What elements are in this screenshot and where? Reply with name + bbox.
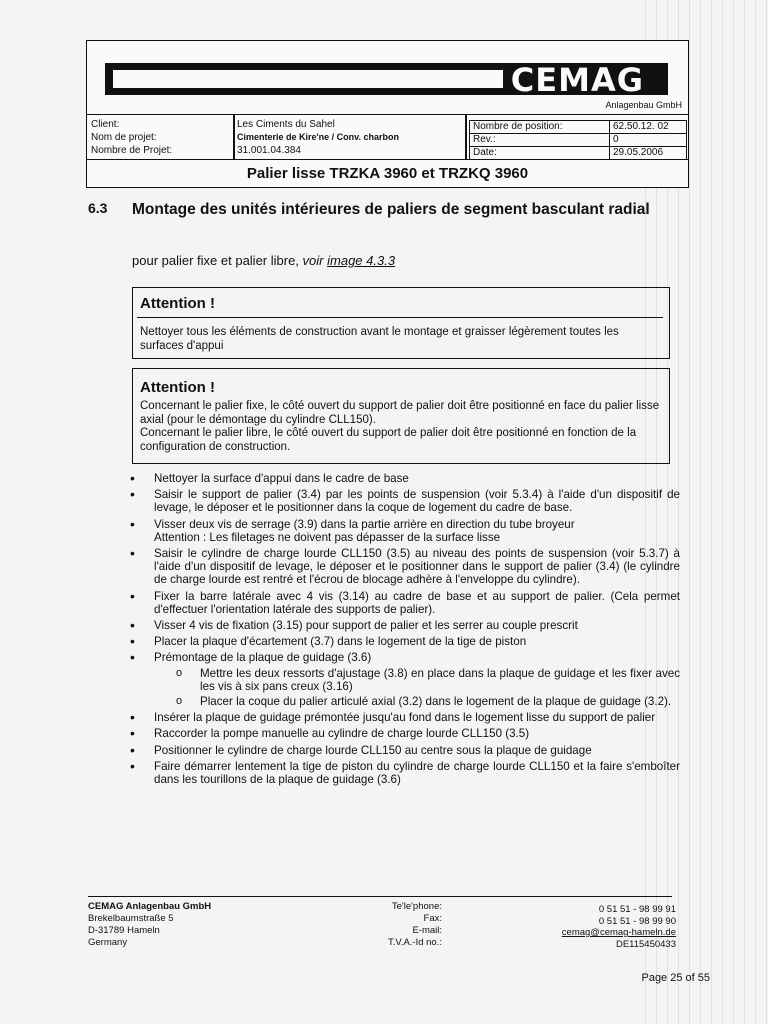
date-value: 29.05.2006 <box>613 147 664 158</box>
company-logo: CEMAG <box>510 61 644 99</box>
project-values <box>237 118 399 157</box>
bullet-icon: • <box>130 741 135 758</box>
list-item-text: Visser deux vis de serrage (3.9) dans la partie arrière en direction du tube broyeur <box>154 517 575 531</box>
list-item-text: Nettoyer la surface d'appui dans le cadre de base <box>154 472 409 485</box>
list-item <box>130 619 680 632</box>
list-item-text: Insérer la plaque de guidage prémontée jusqu'au fond dans le logement lisse du support de palier <box>154 711 656 725</box>
bullet-icon: • <box>130 617 135 634</box>
list-item <box>130 635 680 648</box>
vat-value: DE115450433 <box>615 938 676 950</box>
company-address <box>88 901 211 949</box>
list-item-text: Positionner le cylindre de charge lourde CLL150 au centre sous la plaque de guidage <box>154 743 592 757</box>
list-item-text: Fixer la barre latérale avec 4 vis (3.14) au cadre de base et au support de palier. (Cela permet d'effectuer l'orientation latérale des supports de palier). <box>154 589 680 616</box>
position-grid <box>469 120 687 160</box>
list-item-text: Prémontage de la plaque de guidage (3.6) <box>154 651 372 665</box>
project-number-label: Nombre de Projet: <box>91 145 173 156</box>
list-item-text: Saisir le support de palier (3.4) par les points de suspension (voir 5.3.4) à l'aide d'un dispositif de levage, le déposer et le positionner dans la coque de logement du cadre de base. <box>154 488 680 515</box>
intro-ref-prefix: voir <box>302 253 324 268</box>
logo-bar <box>105 61 668 99</box>
list-item <box>130 711 680 724</box>
intro-text: pour palier fixe et palier libre, <box>132 253 299 268</box>
attention-heading: Attention ! <box>140 295 215 312</box>
company-logo-subtitle: Anlagenbau GmbH <box>605 100 682 110</box>
client-label: Client: <box>91 119 120 130</box>
sub-list-item-text: Mettre les deux ressorts d'ajustage (3.8) en place dans la plaque de guidage et les fixer avec les vis à six pans creux (3.16) <box>200 666 680 693</box>
list-item-note: Attention : Les filetages ne doivent pas dépasser de la surface lisse <box>154 530 501 544</box>
list-item <box>130 587 680 616</box>
date-label: Date: <box>470 147 610 159</box>
circle-bullet-icon: o <box>176 666 183 679</box>
list-item-text: Placer la plaque d'écartement (3.7) dans le logement de la tige de piston <box>154 635 527 649</box>
bullet-icon: • <box>130 587 135 604</box>
address-line: D-31789 Hameln <box>88 925 160 936</box>
list-item <box>130 741 680 758</box>
position-label: Nombre de position: <box>470 121 610 133</box>
list-item-text: Saisir le cylindre de charge lourde CLL150 (3.5) au niveau des points de suspension (voir 5.3.7) à l'aide d'un dispositif de levage, le déposer et le positionner dans le support de palier (3.4) (le cylindre de charge lourde est rentré et l'écrou de blocage adhère à l'enveloppe du cylindre). <box>154 547 680 587</box>
address-line: Brekelbaumstraße 5 <box>88 913 174 924</box>
fax-label: Fax: <box>423 913 442 924</box>
list-item <box>130 727 680 740</box>
project-number-value: 31.001.04.384 <box>237 145 301 156</box>
contact-values <box>520 904 676 950</box>
bullet-icon: • <box>130 725 135 742</box>
project-name-label: Nom de projet: <box>91 132 157 143</box>
grid-row <box>469 120 687 133</box>
grid-row <box>469 133 687 146</box>
fax-value: 0 51 51 - 98 99 90 <box>598 915 676 927</box>
attention-line: Concernant le palier fixe, le côté ouvert du support de palier doit être positionné en face du palier lisse axial (pour le démontage du cylindre CLL150). <box>140 400 660 426</box>
email-label: E-mail: <box>412 925 442 936</box>
procedure-list <box>130 472 680 789</box>
bullet-icon: • <box>130 486 135 503</box>
sub-list-item <box>154 695 680 708</box>
bullet-icon: • <box>130 709 135 726</box>
client-value: Les Ciments du Sahel <box>237 119 335 130</box>
address-line: Germany <box>88 937 128 948</box>
vat-label: T.V.A.-Id no.: <box>387 937 442 948</box>
sub-list-item-text: Placer la coque du palier articulé axial (3.2) dans le logement de la plaque de guidage (3.2). <box>200 695 672 709</box>
project-labels <box>91 118 172 157</box>
list-item-text: Visser 4 vis de fixation (3.15) pour support de palier et les serrer au couple prescrit <box>154 619 578 633</box>
attention-text: Nettoyer tous les éléments de construction avant le montage et graisser légèrement toutes les surfaces d'appui <box>140 326 619 352</box>
section-title: Montage des unités intérieures de paliers de segment basculant radial <box>132 201 650 218</box>
list-item <box>130 651 680 708</box>
bullet-icon: • <box>130 757 135 774</box>
list-item-text: Raccorder la pompe manuelle au cylindre de charge lourde CLL150 (3.5) <box>154 727 530 741</box>
page-number: Page 25 of 55 <box>641 972 710 984</box>
list-item <box>130 547 680 587</box>
sub-list <box>154 667 680 709</box>
grid-row <box>469 146 687 160</box>
attention-divider <box>137 317 663 318</box>
logo-bar-inner <box>113 70 503 88</box>
revision-value: 0 <box>613 134 619 145</box>
attention-line: Concernant le palier libre, le côté ouvert du support de palier doit être positionné en fonction de la configuration de construction. <box>140 427 637 453</box>
header-box <box>86 40 689 188</box>
contact-labels <box>346 901 442 949</box>
attention-box <box>132 368 670 464</box>
header-divider <box>465 114 467 159</box>
list-item <box>130 757 680 787</box>
bullet-icon: • <box>130 633 135 650</box>
email-link[interactable]: cemag@cemag-hameln.de <box>561 927 676 938</box>
bullet-icon: • <box>130 470 135 486</box>
phone-label: Te'le'phone: <box>391 901 442 912</box>
image-reference-link[interactable]: image 4.3.3 <box>327 253 396 268</box>
header-divider <box>233 114 235 159</box>
bullet-icon: • <box>130 515 135 532</box>
section-intro <box>132 253 395 268</box>
section-number: 6.3 <box>88 200 108 216</box>
address-line: CEMAG Anlagenbau GmbH <box>88 901 212 912</box>
attention-box <box>132 287 670 359</box>
footer-divider <box>88 896 672 897</box>
phone-value: 0 51 51 - 98 99 91 <box>598 904 676 915</box>
attention-heading: Attention ! <box>140 379 215 396</box>
position-value: 62.50.12. 02 <box>613 121 669 132</box>
circle-bullet-icon: o <box>176 695 183 708</box>
bullet-icon: • <box>130 649 135 666</box>
revision-label: Rev.: <box>470 134 610 146</box>
list-item <box>130 472 680 485</box>
bullet-icon: • <box>130 545 135 562</box>
project-name-value: Cimenterie de Kire'ne / Conv. charbon <box>237 132 400 142</box>
list-item-text: Faire démarrer lentement la tige de piston du cylindre de charge lourde CLL150 et la faire s'emboîter dans les tourillons de la plaque de guidage (3.6) <box>154 759 680 787</box>
list-item <box>130 488 680 514</box>
sub-list-item <box>154 667 680 693</box>
list-item <box>130 515 680 544</box>
document-title: Palier lisse TRZKA 3960 et TRZKQ 3960 <box>87 159 688 188</box>
attention-text <box>140 400 665 454</box>
intro-ref <box>303 253 396 268</box>
